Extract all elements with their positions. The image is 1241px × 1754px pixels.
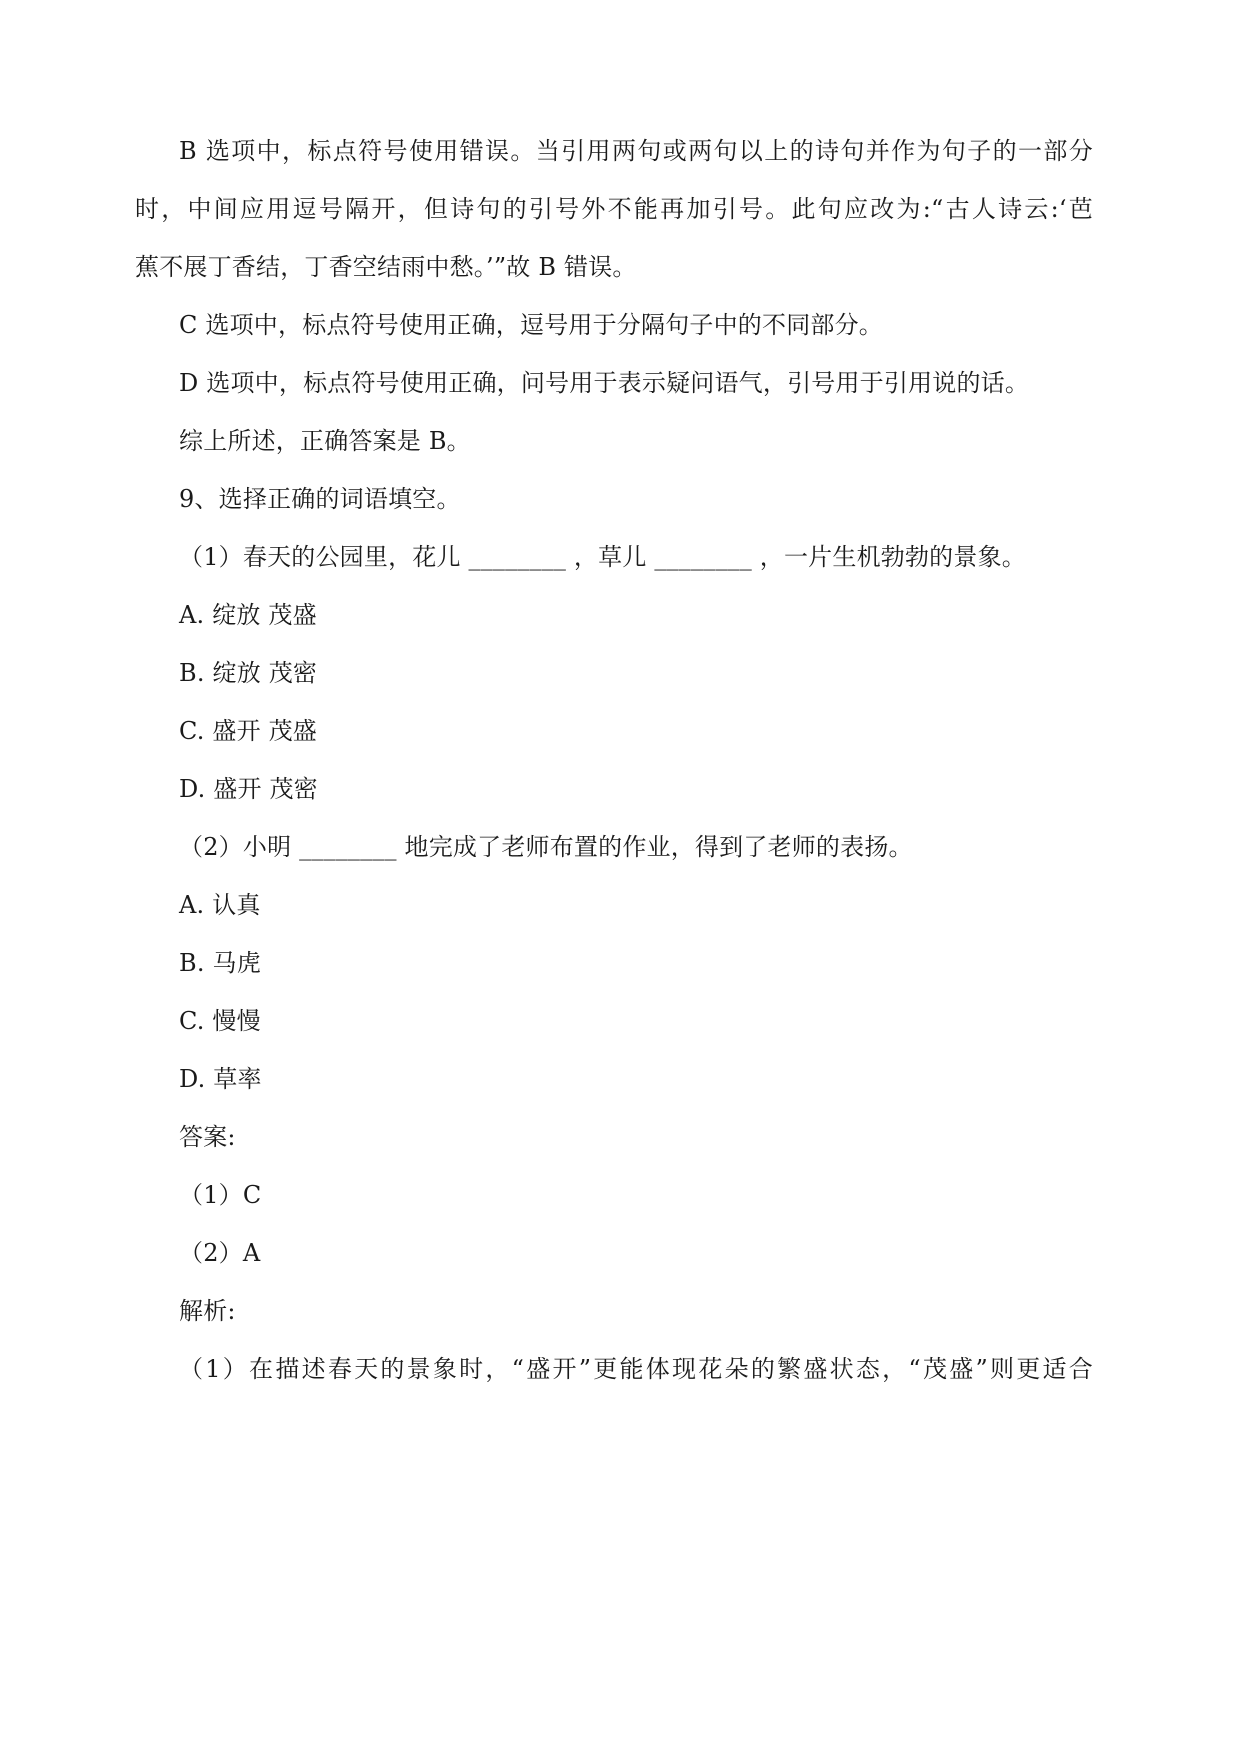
answer-item-2: （2）A — [179, 1239, 261, 1267]
sub2-option-b: B. 马虎 — [179, 949, 261, 977]
sub1-option-c: C. 盛开 茂盛 — [179, 717, 317, 745]
answer-item-1: （1）C — [179, 1181, 262, 1209]
sub2-option-a: A. 认真 — [179, 891, 261, 919]
summary-line: 综上所述，正确答案是 B。 — [179, 427, 471, 455]
question-9-sub2-stem: （2）小明 ________ 地完成了老师布置的作业，得到了老师的表扬。 — [179, 833, 913, 861]
sub2-option-d: D. 草率 — [179, 1065, 262, 1093]
sub1-option-d: D. 盛开 茂密 — [179, 775, 318, 803]
question-9-sub1-stem: （1）春天的公园里，花儿 ________ ，草儿 ________ ，一片生机勃勃的景象。 — [179, 543, 1026, 571]
sub1-option-a: A. 绽放 茂盛 — [179, 601, 317, 629]
paragraph-b-line-3: 蕉不展丁香结，丁香空结雨中愁。’”故 B 错误。 — [135, 253, 637, 281]
answer-label: 答案: — [179, 1123, 236, 1151]
paragraph-c: C 选项中，标点符号使用正确，逗号用于分隔句子中的不同部分。 — [179, 311, 883, 339]
sub1-option-b: B. 绽放 茂密 — [179, 659, 318, 687]
paragraph-b-line-1: B 选项中，标点符号使用错误。当引用两句或两句以上的诗句并作为句子的一部分 — [179, 137, 1093, 165]
paragraph-d: D 选项中，标点符号使用正确，问号用于表示疑问语气，引号用于引用说的话。 — [179, 369, 1030, 397]
sub2-option-c: C. 慢慢 — [179, 1007, 261, 1035]
paragraph-b-line-2: 时，中间应用逗号隔开，但诗句的引号外不能再加引号。此句应改为:“古人诗云:‘芭 — [135, 195, 1093, 223]
question-9-title: 9、选择正确的词语填空。 — [179, 485, 461, 513]
analysis-line-1: （1）在描述春天的景象时，“盛开”更能体现花朵的繁盛状态，“茂盛”则更适合 — [179, 1355, 1093, 1383]
analysis-label: 解析: — [179, 1297, 236, 1325]
